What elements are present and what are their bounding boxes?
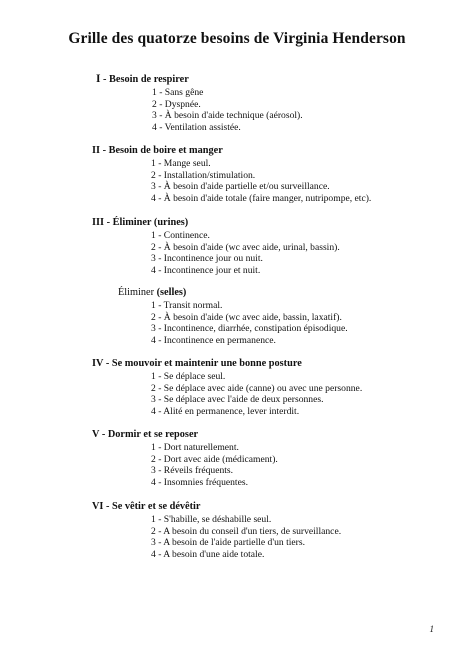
section-title: - Éliminer (urines) bbox=[104, 217, 189, 228]
section-number: V bbox=[92, 429, 100, 440]
list-item: 3 - Se déplace avec l'aide de deux personnes. bbox=[151, 394, 324, 406]
list-item: 3 - Réveils fréquents. bbox=[151, 465, 234, 477]
section-items bbox=[0, 442, 474, 489]
list-item: 1 - Sans gêne bbox=[152, 87, 204, 98]
list-item: 4 - À besoin d'aide totale (faire manger, nutripompe, etc). bbox=[151, 193, 372, 205]
section-title: - Besoin de respirer bbox=[100, 74, 189, 85]
subsection-heading bbox=[0, 286, 474, 300]
list-item: 3 - A besoin de l'aide partielle d'un tiers. bbox=[151, 537, 305, 549]
section-dormir bbox=[0, 428, 474, 489]
section-title: - Se mouvoir et maintenir une bonne posture bbox=[103, 358, 302, 369]
list-item: 1 - Continence. bbox=[151, 230, 210, 241]
list-item: 3 - À besoin d'aide partielle et/ou surveillance. bbox=[151, 181, 330, 193]
section-eliminer-selles bbox=[0, 286, 474, 347]
section-items bbox=[0, 371, 474, 418]
list-item: 4 - Insomnies fréquentes. bbox=[151, 477, 248, 489]
section-number: II bbox=[92, 145, 101, 156]
list-item: 1 - Mange seul. bbox=[151, 158, 211, 169]
section-title: - Besoin de boire et manger bbox=[100, 145, 223, 156]
list-item: 4 - Incontinence jour et nuit. bbox=[151, 265, 261, 277]
list-item: 2 - Installation/stimulation. bbox=[151, 169, 256, 181]
section-items bbox=[0, 158, 474, 205]
section-number: I bbox=[96, 73, 101, 85]
section-number: VI bbox=[92, 501, 104, 512]
section-items bbox=[0, 514, 474, 561]
section-items bbox=[0, 230, 474, 277]
list-item: 2 - À besoin d'aide (wc avec aide, bassin, laxatif). bbox=[151, 311, 342, 323]
section-heading bbox=[0, 357, 474, 371]
list-item: 3 - À besoin d'aide technique (aérosol). bbox=[152, 110, 303, 122]
list-item: 2 - À besoin d'aide (wc avec aide, urinal, bassin). bbox=[151, 241, 340, 253]
section-eliminer-urines bbox=[0, 216, 474, 277]
section-se-vetir bbox=[0, 500, 474, 561]
list-item: 1 - S'habille, se déshabille seul. bbox=[151, 514, 272, 525]
list-item: 2 - Se déplace avec aide (canne) ou avec une personne. bbox=[151, 382, 363, 394]
section-boire-manger bbox=[0, 144, 474, 205]
section-title: - Dormir et se reposer bbox=[99, 429, 199, 440]
document-title: Grille des quatorze besoins de Virginia Henderson bbox=[68, 30, 406, 47]
subsection-qualifier: (selles) bbox=[156, 287, 187, 298]
list-item: 2 - A besoin du conseil d'un tiers, de surveillance. bbox=[151, 525, 342, 537]
section-heading bbox=[0, 216, 474, 230]
list-item: 4 - Alité en permanence, lever interdit. bbox=[151, 406, 300, 418]
list-item: 3 - Incontinence jour ou nuit. bbox=[151, 253, 263, 265]
section-number: IV bbox=[92, 358, 104, 369]
section-respirer bbox=[0, 72, 474, 134]
section-items bbox=[0, 87, 474, 134]
list-item: 1 - Dort naturellement. bbox=[151, 442, 239, 453]
list-item: 4 - Incontinence en permanence. bbox=[151, 335, 276, 347]
list-item: 4 - Ventilation assistée. bbox=[152, 122, 241, 134]
section-heading bbox=[0, 428, 474, 442]
section-se-mouvoir bbox=[0, 357, 474, 418]
list-item: 1 - Se déplace seul. bbox=[151, 371, 226, 382]
section-heading bbox=[0, 500, 474, 514]
section-heading bbox=[0, 72, 474, 87]
list-item: 1 - Transit normal. bbox=[151, 300, 223, 311]
section-title: - Se vêtir et se dévêtir bbox=[103, 501, 201, 512]
section-heading bbox=[0, 144, 474, 158]
section-items bbox=[0, 300, 474, 347]
list-item: 2 - Dyspnée. bbox=[152, 98, 201, 110]
page-number: 1 bbox=[429, 624, 434, 634]
subsection-title: Éliminer bbox=[118, 287, 157, 298]
section-number: III bbox=[92, 217, 105, 228]
list-item: 3 - Incontinence, diarrhée, constipation épisodique. bbox=[151, 323, 348, 335]
list-item: 4 - A besoin d'une aide totale. bbox=[151, 549, 265, 561]
list-item: 2 - Dort avec aide (médicament). bbox=[151, 453, 278, 465]
